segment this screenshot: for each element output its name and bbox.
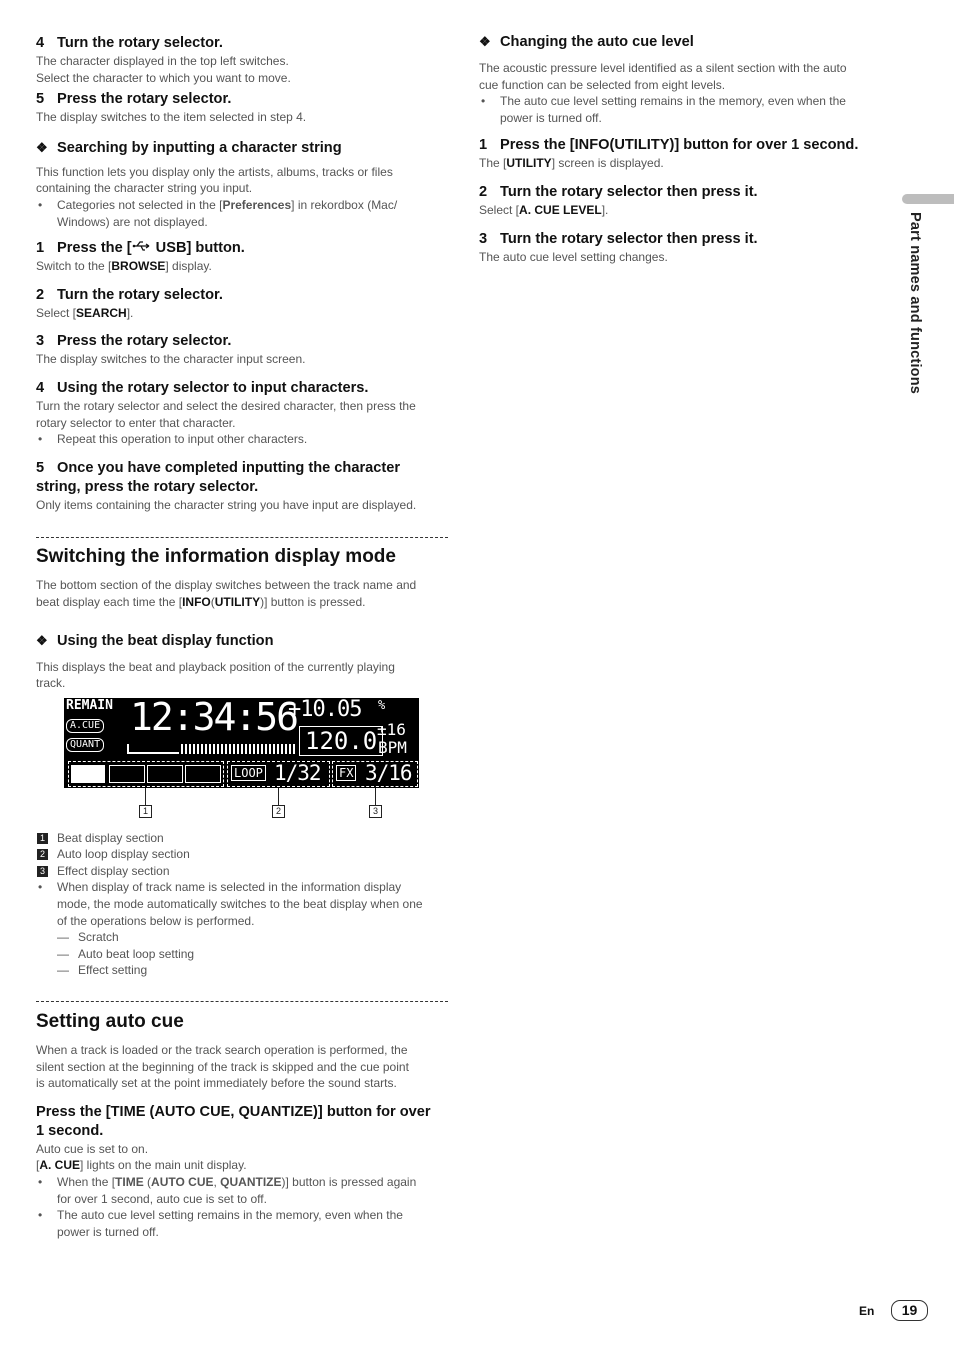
paragraph: cue function can be selected from eight levels.: [479, 77, 726, 92]
paragraph: The acoustic pressure level identified as a silent section with the auto: [479, 61, 847, 75]
legend-item: 3 Effect display section: [36, 863, 448, 880]
percent-sign: %: [378, 697, 386, 712]
beat-display: [68, 761, 224, 787]
step-text: The auto cue level setting changes.: [479, 249, 668, 264]
remain-label: REMAIN: [66, 697, 113, 713]
bullet-item: • Categories not selected in the [Preferences] in rekordbox (Mac/ Windows) are not displayed.: [38, 197, 398, 229]
paragraph: This function lets you display only the artists, albums, tracks or files: [36, 164, 393, 179]
step-heading: 4 Turn the rotary selector.: [36, 35, 223, 51]
side-section-label: Part names and functions: [907, 212, 923, 395]
step-text: Select [A. CUE LEVEL].: [479, 202, 609, 217]
step-heading: 2 Turn the rotary selector then press it.: [479, 183, 758, 200]
step-text: The character displayed in the top left switches.: [36, 54, 289, 68]
legend-item: 2 Auto loop display section: [36, 846, 448, 863]
step-text: The display switches to the item selected in step 4.: [36, 110, 307, 125]
bpm-unit: BPM: [378, 737, 407, 757]
bullet-item: • When the [TIME (AUTO CUE, QUANTIZE)] button is pressed again for over 1 second, auto cue is set to off.: [38, 1175, 417, 1206]
step-text: Select the character to which you want to move.: [36, 70, 291, 85]
paragraph: beat display each time the [INFO(UTILITY)] button is pressed.: [36, 594, 366, 609]
step-text: [A. CUE] lights on the main unit display.: [36, 1158, 247, 1173]
paragraph: track.: [36, 676, 66, 691]
loop-label: LOOP: [231, 765, 266, 781]
subsection-heading: ❖ Searching by inputting a character string: [36, 139, 342, 156]
beat-box: [185, 765, 221, 783]
step-text: Select [SEARCH].: [36, 305, 134, 320]
right-column: [479, 34, 879, 265]
paragraph: is automatically set at the point immediately before the sound starts.: [36, 1076, 397, 1091]
section-divider: [36, 1001, 448, 1002]
fx-value: 3/16: [365, 760, 412, 785]
step-heading: 4 Using the rotary selector to input characters.: [36, 379, 369, 396]
callout-3: 3: [369, 805, 382, 818]
subsection-heading: ❖ Changing the auto cue level: [479, 34, 694, 50]
diamond-icon: ❖: [36, 632, 48, 648]
step-text: The [UTILITY] screen is displayed.: [479, 156, 664, 171]
quantize-indicator: QUANT: [66, 738, 104, 752]
step-heading: 1 Press the [ USB] button.: [36, 240, 245, 257]
language-label: En: [859, 1304, 875, 1318]
paragraph: silent section at the beginning of the track is skipped and the cue point: [36, 1059, 409, 1074]
usb-icon: [132, 241, 152, 251]
step-heading: Press the [TIME (AUTO CUE, QUANTIZE)] button for over 1 second.: [36, 1103, 431, 1139]
dash-item: — Auto beat loop setting: [57, 946, 195, 961]
bullet-item: • When display of track name is selected in the information display mode, the mode automatically switches to the beat display when one of the operations below is performed.: [38, 880, 423, 928]
section-heading: Setting auto cue: [36, 1011, 184, 1033]
dash-item: — Effect setting: [57, 963, 148, 978]
left-column: [36, 34, 448, 1240]
fx-label: FX: [336, 765, 356, 781]
dash-item: — Scratch: [57, 930, 119, 945]
pitch-range: ±16: [377, 719, 406, 739]
callout-2: 2: [272, 805, 285, 818]
section-divider: [36, 537, 448, 538]
bullet-item: • The auto cue level setting remains in the memory, even when the power is turned off.: [481, 94, 846, 125]
step-text: Switch to the [BROWSE] display.: [36, 259, 212, 274]
loop-value: 1/32: [274, 760, 321, 785]
pitch-readout: +10.05: [288, 696, 362, 722]
subsection-heading: ❖ Using the beat display function: [36, 632, 274, 649]
step-heading: 3 Press the rotary selector.: [36, 333, 232, 350]
section-heading: Switching the information display mode: [36, 546, 396, 568]
callout-1: 1: [139, 805, 152, 818]
page-number: 19: [891, 1300, 928, 1321]
step-heading: 1 Press the [INFO(UTILITY)] button for over 1 second.: [479, 137, 859, 154]
side-tab-marker: [902, 194, 954, 204]
loop-display: [227, 761, 330, 787]
lcd-display-figure: [36, 694, 448, 830]
bullet-item: • Repeat this operation to input other characters.: [38, 432, 308, 447]
paragraph: This displays the beat and playback position of the currently playing: [36, 659, 395, 674]
paragraph: The bottom section of the display switches between the track name and: [36, 578, 417, 593]
lcd-screen: [64, 694, 419, 788]
diamond-icon: ❖: [479, 34, 491, 49]
paragraph: containing the character string you input.: [36, 181, 253, 196]
playback-position-bar: [127, 744, 299, 754]
time-readout: 12:34:56: [130, 694, 298, 739]
step-heading: 3 Turn the rotary selector then press it.: [479, 230, 758, 247]
effect-display: [332, 761, 418, 787]
step-text: Only items containing the character string you have input are displayed.: [36, 497, 417, 512]
beat-box: [147, 765, 183, 783]
bpm-readout: 120.0: [299, 726, 383, 756]
step-text: Auto cue is set to on.: [36, 1141, 149, 1156]
bullet-item: • The auto cue level setting remains in the memory, even when the power is turned off.: [38, 1208, 403, 1239]
beat-box-active: [71, 765, 105, 783]
step-heading: 5 Press the rotary selector.: [36, 91, 232, 108]
beat-box: [109, 765, 145, 783]
diamond-icon: ❖: [36, 139, 48, 155]
step-text: The display switches to the character input screen.: [36, 352, 306, 367]
legend-item: 1 Beat display section: [36, 830, 448, 847]
paragraph: When a track is loaded or the track search operation is performed, the: [36, 1043, 408, 1058]
step-heading: 5 Once you have completed inputting the character string, press the rotary selector.: [36, 459, 401, 495]
step-heading: 2 Turn the rotary selector.: [36, 286, 223, 303]
auto-cue-indicator: A.CUE: [66, 719, 104, 733]
step-text: rotary selector to enter that character.: [36, 415, 236, 430]
step-text: Turn the rotary selector and select the desired character, then press the: [36, 398, 416, 413]
